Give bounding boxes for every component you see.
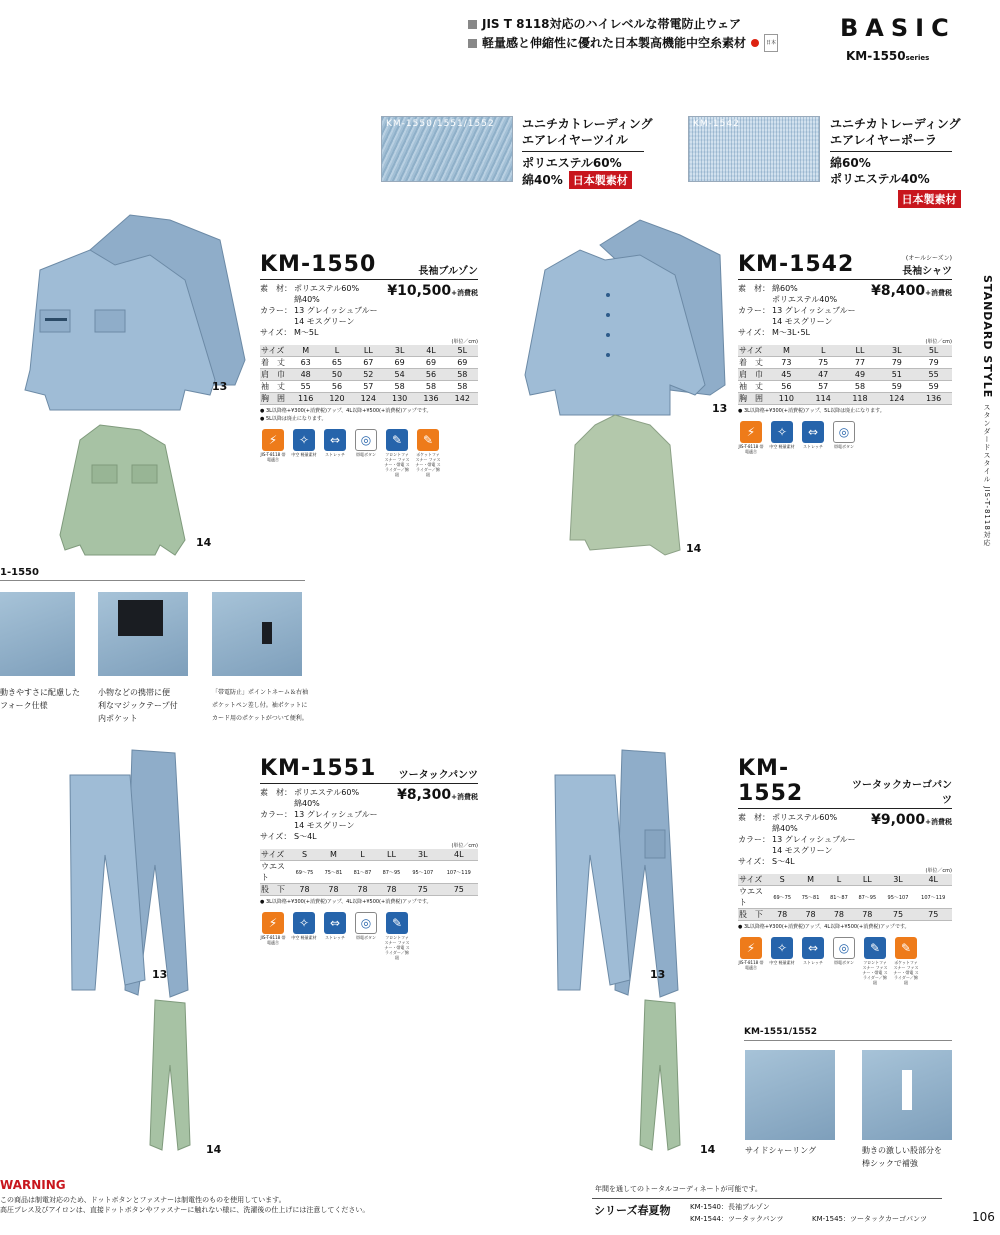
product-price: ¥9,000+消費税: [871, 812, 952, 828]
table-cell: 95～107: [406, 861, 440, 884]
table-cell: 78: [853, 909, 881, 921]
cargo-pants-illustration: [550, 745, 690, 1165]
table-cell: 69: [415, 357, 446, 369]
table-cell: 75: [914, 909, 952, 921]
table-cell: 49: [842, 369, 879, 381]
product-spec: 素 材： 綿60% ポリエステル40% カラー： 13 グレイッシュブルー 14 モスグリーン サイズ： M～3L･5L: [738, 284, 856, 337]
table-cell: 69～75: [290, 861, 319, 884]
product-price: ¥8,300+消費税: [397, 787, 478, 803]
table-cell: 79: [915, 357, 952, 369]
feature-icon: ⚡: [262, 912, 284, 934]
table-cell: 87～95: [853, 886, 881, 909]
feature-icon: ⇔: [802, 421, 824, 443]
table-cell: 78: [348, 884, 377, 896]
japan-flag-icon: [751, 39, 759, 47]
table-cell: 52: [353, 369, 384, 381]
product-spec: 素 材： ポリエステル60% 綿40% カラー： 13 グレイッシュブルー 14 モスグリーン サイズ： S～4L: [738, 813, 856, 866]
table-cell: 着 丈: [738, 357, 768, 369]
table-cell: 3L: [384, 345, 415, 357]
pants-color-14: 14: [206, 1143, 222, 1156]
table-row: [738, 874, 952, 886]
feature-label: 帯電ボタン: [834, 444, 854, 449]
detail-caption-crotch: 動きの激しい股部分を 棒シックで補強: [862, 1146, 942, 1168]
feature-label: JIS-T-8118 帯電適合: [738, 444, 764, 454]
table-cell: LL: [842, 345, 879, 357]
table-cell: サイズ: [738, 874, 768, 886]
product-name: ツータックカーゴパンツ: [852, 780, 952, 806]
product-price: ¥8,400+消費税: [871, 283, 952, 299]
size-note: ● 3L以降格+¥300(+消費税)アップ、5L以降は廃止になります。: [738, 408, 885, 414]
table-cell: 118: [842, 393, 879, 405]
page-number: 106: [972, 1210, 995, 1224]
table-cell: 107～119: [440, 861, 478, 884]
feature-icon: ✧: [771, 937, 793, 959]
feature-label: フロントファスナー ファスナー・帯電 スライダー／綿紐: [384, 935, 410, 960]
unit-label: (単位／cm): [925, 868, 952, 874]
table-cell: 81～87: [348, 861, 377, 884]
table-cell: ウエスト: [738, 886, 768, 909]
feature-icons: [260, 912, 478, 960]
product-price: ¥10,500+消費税: [387, 283, 478, 299]
table-cell: 5L: [915, 345, 952, 357]
size-table: [738, 874, 952, 921]
feature-icon: ✎: [386, 429, 408, 451]
footer-item-2: KM-1544：ツータックパンツ: [690, 1215, 784, 1223]
table-row: [260, 884, 478, 896]
table-cell: 胸 囲: [260, 393, 290, 405]
table-row: [260, 345, 478, 357]
feature-icon: ◎: [833, 937, 855, 959]
color-label-13: 13: [212, 380, 228, 393]
table-cell: 107～119: [914, 886, 952, 909]
table-cell: 肩 巾: [738, 369, 768, 381]
table-cell: 58: [842, 381, 879, 393]
product-code: KM-1552: [738, 756, 804, 806]
feature-label: JIS-T-8118 帯電適合: [738, 960, 764, 970]
detail-photo-crotch: [862, 1050, 952, 1140]
table-cell: 股 下: [260, 884, 290, 896]
feature-icon: ⚡: [740, 937, 762, 959]
table-cell: 78: [768, 909, 796, 921]
table-cell: 69: [384, 357, 415, 369]
shirt-color-13: 13: [712, 402, 728, 415]
product-km-1552: [738, 756, 952, 985]
table-cell: 67: [353, 357, 384, 369]
table-cell: 3L: [882, 874, 915, 886]
table-cell: 63: [290, 357, 321, 369]
size-note: ● 3L以降格+¥300(+消費税)アップ、4L以降+¥500(+消費税)アップです。: [260, 408, 432, 414]
feature-label: JIS-T-8118 帯電適合: [260, 452, 286, 462]
table-cell: 136: [915, 393, 952, 405]
feature-icon: ✎: [417, 429, 439, 451]
feature-icons: [260, 429, 478, 477]
feature-label: フロントファスナー ファスナー・帯電 スライダー／綿紐: [862, 960, 888, 985]
footer-item-3: KM-1545：ツータックカーゴパンツ: [812, 1215, 927, 1223]
warning-block: [0, 1178, 500, 1215]
table-cell: 4L: [914, 874, 952, 886]
table-cell: 57: [805, 381, 842, 393]
table-cell: 57: [353, 381, 384, 393]
feature-label: 帯電ボタン: [834, 960, 854, 965]
table-cell: 78: [796, 909, 824, 921]
table-cell: 着 丈: [260, 357, 290, 369]
table-cell: 56: [415, 369, 446, 381]
detail-photo-fork: [0, 592, 75, 676]
table-cell: 58: [447, 381, 478, 393]
footer-note: 年間を通してのトータルコーディネートが可能です。: [595, 1185, 762, 1193]
japan-material-tag: 日本製素材: [569, 171, 632, 189]
product-name: 長袖シャツ: [902, 266, 952, 277]
table-cell: 肩 巾: [260, 369, 290, 381]
fabric-info-2: ユニチカトレーディング エアレイヤーポーラ 綿60% ポリエステル40% 日本製素材: [830, 117, 961, 206]
detail-caption-1: 動きやすさに配慮した フォーク仕様: [0, 688, 80, 710]
warning-title: WARNING: [0, 1178, 66, 1192]
feature-label: ストレッチ: [325, 935, 345, 940]
shirt-color-14: 14: [686, 542, 702, 555]
table-row: [260, 357, 478, 369]
table-cell: ウエスト: [260, 861, 290, 884]
header-line-2: 軽量感と伸縮性に優れた日本製高機能中空糸素材: [482, 36, 747, 50]
size-note: ● 3L以降格+¥300(+消費税)アップ、4L以降+¥500(+消費税)アップです。: [738, 924, 910, 930]
table-cell: 48: [290, 369, 321, 381]
unit-label: (単位／cm): [451, 339, 478, 345]
product-name: 長袖ブルゾン: [418, 266, 478, 277]
fabric-swatch-1: KM-1550/1551/1552: [381, 116, 513, 182]
table-row: [738, 393, 952, 405]
fabric-swatch-2: KM-1542: [688, 116, 820, 182]
table-cell: 75: [406, 884, 440, 896]
product-season: (オールシーズン): [905, 255, 952, 262]
table-cell: 3L: [878, 345, 915, 357]
table-cell: 58: [447, 369, 478, 381]
size-table: [260, 345, 478, 405]
detail-caption-2: 小物などの携帯に便 利なマジックテープ付 内ポケット: [98, 688, 178, 723]
feature-icon: ⇔: [802, 937, 824, 959]
warning-line-2: 高圧プレス及びアイロンは、直接ドットボタンやファスナーに触れない様に、洗濯後の仕上げには注意してください。: [0, 1206, 370, 1214]
table-cell: 75～81: [319, 861, 348, 884]
table-cell: 77: [842, 357, 879, 369]
table-row: [260, 369, 478, 381]
table-cell: 59: [915, 381, 952, 393]
feature-label: ストレッチ: [803, 960, 823, 965]
footer-series-label: シリーズ春夏物: [594, 1204, 671, 1217]
product-code: KM-1550: [260, 252, 377, 277]
unit-label: (単位／cm): [451, 843, 478, 849]
table-cell: サイズ: [260, 849, 290, 861]
table-cell: LL: [853, 874, 881, 886]
table-cell: 87～95: [377, 861, 406, 884]
size-table: [738, 345, 952, 405]
table-cell: 胸 囲: [738, 393, 768, 405]
feature-icons: [738, 937, 952, 985]
table-cell: 75: [440, 884, 478, 896]
table-cell: 69: [447, 357, 478, 369]
feature-icon: ◎: [833, 421, 855, 443]
feature-label: ポケットファスナー ファスナー・帯電 スライダー／綿紐: [415, 452, 441, 477]
product-km-1550: [260, 252, 478, 477]
table-cell: 50: [321, 369, 352, 381]
table-cell: 136: [415, 393, 446, 405]
footer-item-1: KM-1540：長袖ブルゾン: [690, 1203, 770, 1211]
feature-icon: ⚡: [262, 429, 284, 451]
table-row: [738, 369, 952, 381]
table-cell: 56: [321, 381, 352, 393]
table-cell: 47: [805, 369, 842, 381]
series-label: KM-1550series: [846, 49, 930, 63]
table-cell: 81～87: [825, 886, 853, 909]
table-cell: 袖 丈: [260, 381, 290, 393]
color-label-14: 14: [196, 536, 212, 549]
feature-label: 中空 軽量素材: [769, 444, 795, 449]
table-cell: 55: [290, 381, 321, 393]
table-cell: 78: [377, 884, 406, 896]
feature-icon: ✎: [386, 912, 408, 934]
product-code: KM-1551: [260, 756, 377, 781]
header-bullets: [468, 16, 778, 52]
table-row: [738, 909, 952, 921]
table-cell: 45: [768, 369, 805, 381]
pants-illustration: [60, 745, 200, 1165]
japan-made-icon: 日本: [764, 34, 778, 52]
table-cell: 116: [290, 393, 321, 405]
table-cell: 110: [768, 393, 805, 405]
feature-label: ポケットファスナー ファスナー・帯電 スライダー／綿紐: [893, 960, 919, 985]
detail-caption-shirring: サイドシャーリング: [745, 1146, 817, 1155]
product-km-1542: [738, 252, 952, 454]
table-cell: 55: [915, 369, 952, 381]
table-row: [738, 345, 952, 357]
cargo-color-13: 13: [650, 968, 666, 981]
feature-label: JIS-T-8118 帯電適合: [260, 935, 286, 945]
table-cell: 股 下: [738, 909, 768, 921]
detail-photo-pen: [212, 592, 302, 676]
table-cell: 56: [768, 381, 805, 393]
feature-icon: ⇔: [324, 429, 346, 451]
size-note: ● 3L以降格+¥300(+消費税)アップ、4L以降+¥500(+消費税)アップです。: [260, 899, 432, 905]
warning-line-1: この商品は制電対応のため、ドットボタンとファスナーは制電性のものを使用しています。: [0, 1196, 286, 1204]
size-note: ● 5L以降は廃止になります。: [260, 416, 327, 422]
table-cell: 69～75: [768, 886, 796, 909]
detail-section-1550: [0, 567, 305, 581]
product-name: ツータックパンツ: [398, 770, 478, 781]
shirt-illustration: [520, 215, 730, 565]
table-cell: 78: [319, 884, 348, 896]
feature-icon: ✧: [293, 429, 315, 451]
detail-photo-pocket: [98, 592, 188, 676]
feature-icon: ◎: [355, 429, 377, 451]
header-line-1: JIS T 8118対応のハイレベルな帯電防止ウェア: [482, 17, 742, 31]
table-cell: M: [796, 874, 824, 886]
table-cell: S: [768, 874, 796, 886]
table-cell: 75: [882, 909, 915, 921]
table-cell: 114: [805, 393, 842, 405]
table-cell: 73: [768, 357, 805, 369]
table-cell: 58: [384, 381, 415, 393]
table-cell: LL: [353, 345, 384, 357]
table-cell: 59: [878, 381, 915, 393]
feature-label: 中空 軽量素材: [291, 935, 317, 940]
table-cell: 124: [353, 393, 384, 405]
feature-label: ストレッチ: [803, 444, 823, 449]
table-cell: M: [768, 345, 805, 357]
table-cell: 95～107: [882, 886, 915, 909]
table-cell: 65: [321, 357, 352, 369]
table-cell: L: [321, 345, 352, 357]
table-cell: サイズ: [738, 345, 768, 357]
detail-photo-shirring: [745, 1050, 835, 1140]
table-cell: 142: [447, 393, 478, 405]
table-row: [738, 381, 952, 393]
table-row: [260, 393, 478, 405]
detail-section-1551: KM-1551/1552: [744, 1027, 952, 1041]
product-code: KM-1542: [738, 252, 855, 277]
feature-icon: ✎: [864, 937, 886, 959]
table-cell: LL: [377, 849, 406, 861]
feature-label: ストレッチ: [325, 452, 345, 457]
table-cell: 袖 丈: [738, 381, 768, 393]
table-cell: L: [805, 345, 842, 357]
product-km-1551: [260, 756, 478, 960]
pants-color-13: 13: [152, 968, 168, 981]
table-cell: 5L: [447, 345, 478, 357]
table-cell: L: [825, 874, 853, 886]
table-cell: S: [290, 849, 319, 861]
feature-icon: ✧: [771, 421, 793, 443]
table-row: [260, 381, 478, 393]
feature-label: 帯電ボタン: [356, 452, 376, 457]
table-cell: 120: [321, 393, 352, 405]
table-cell: 79: [878, 357, 915, 369]
table-cell: サイズ: [260, 345, 290, 357]
table-cell: 4L: [415, 345, 446, 357]
table-cell: 3L: [406, 849, 440, 861]
product-spec: 素 材： ポリエステル60% 綿40% カラー： 13 グレイッシュブルー 14 モスグリーン サイズ： M～5L: [260, 284, 378, 337]
detail-label: 1-1550: [0, 567, 39, 578]
basic-title: BASIC: [840, 14, 956, 42]
table-cell: M: [319, 849, 348, 861]
table-row: [260, 861, 478, 884]
fabric-info-1: ユニチカトレーディング エアレイヤーツイル ポリエステル60% 綿40% 日本製素材: [522, 117, 653, 187]
feature-label: 帯電ボタン: [356, 935, 376, 940]
detail-caption-3: 「帯電防止」ポイントネーム＆右袖 ポケットペン差し付。袖ポケットに カード用のポケットがついて便利。: [212, 689, 308, 722]
table-cell: 75: [805, 357, 842, 369]
feature-icon: ⇔: [324, 912, 346, 934]
feature-icon: ✎: [895, 937, 917, 959]
table-row: [738, 357, 952, 369]
cargo-color-14: 14: [700, 1143, 716, 1156]
size-table: [260, 849, 478, 896]
table-cell: L: [348, 849, 377, 861]
table-row: [260, 849, 478, 861]
feature-label: 中空 軽量素材: [291, 452, 317, 457]
table-cell: 124: [878, 393, 915, 405]
feature-icons: [738, 421, 952, 454]
feature-label: 中空 軽量素材: [769, 960, 795, 965]
unit-label: (単位／cm): [925, 339, 952, 345]
table-cell: 51: [878, 369, 915, 381]
feature-icon: ✧: [293, 912, 315, 934]
product-spec: 素 材： ポリエステル60% 綿40% カラー： 13 グレイッシュブルー 14 モスグリーン サイズ： S～4L: [260, 788, 378, 841]
side-label: STANDARD STYLE スタンダードスタイル JIS-T-8118対応: [981, 275, 994, 547]
table-cell: 54: [384, 369, 415, 381]
feature-label: フロントファスナー ファスナー・帯電 スライダー／綿紐: [384, 452, 410, 477]
table-row: [738, 886, 952, 909]
table-cell: 130: [384, 393, 415, 405]
japan-material-tag: 日本製素材: [898, 190, 961, 208]
table-cell: 75～81: [796, 886, 824, 909]
table-cell: 78: [290, 884, 319, 896]
table-cell: 58: [415, 381, 446, 393]
table-cell: M: [290, 345, 321, 357]
table-cell: 4L: [440, 849, 478, 861]
feature-icon: ⚡: [740, 421, 762, 443]
feature-icon: ◎: [355, 912, 377, 934]
table-cell: 78: [825, 909, 853, 921]
